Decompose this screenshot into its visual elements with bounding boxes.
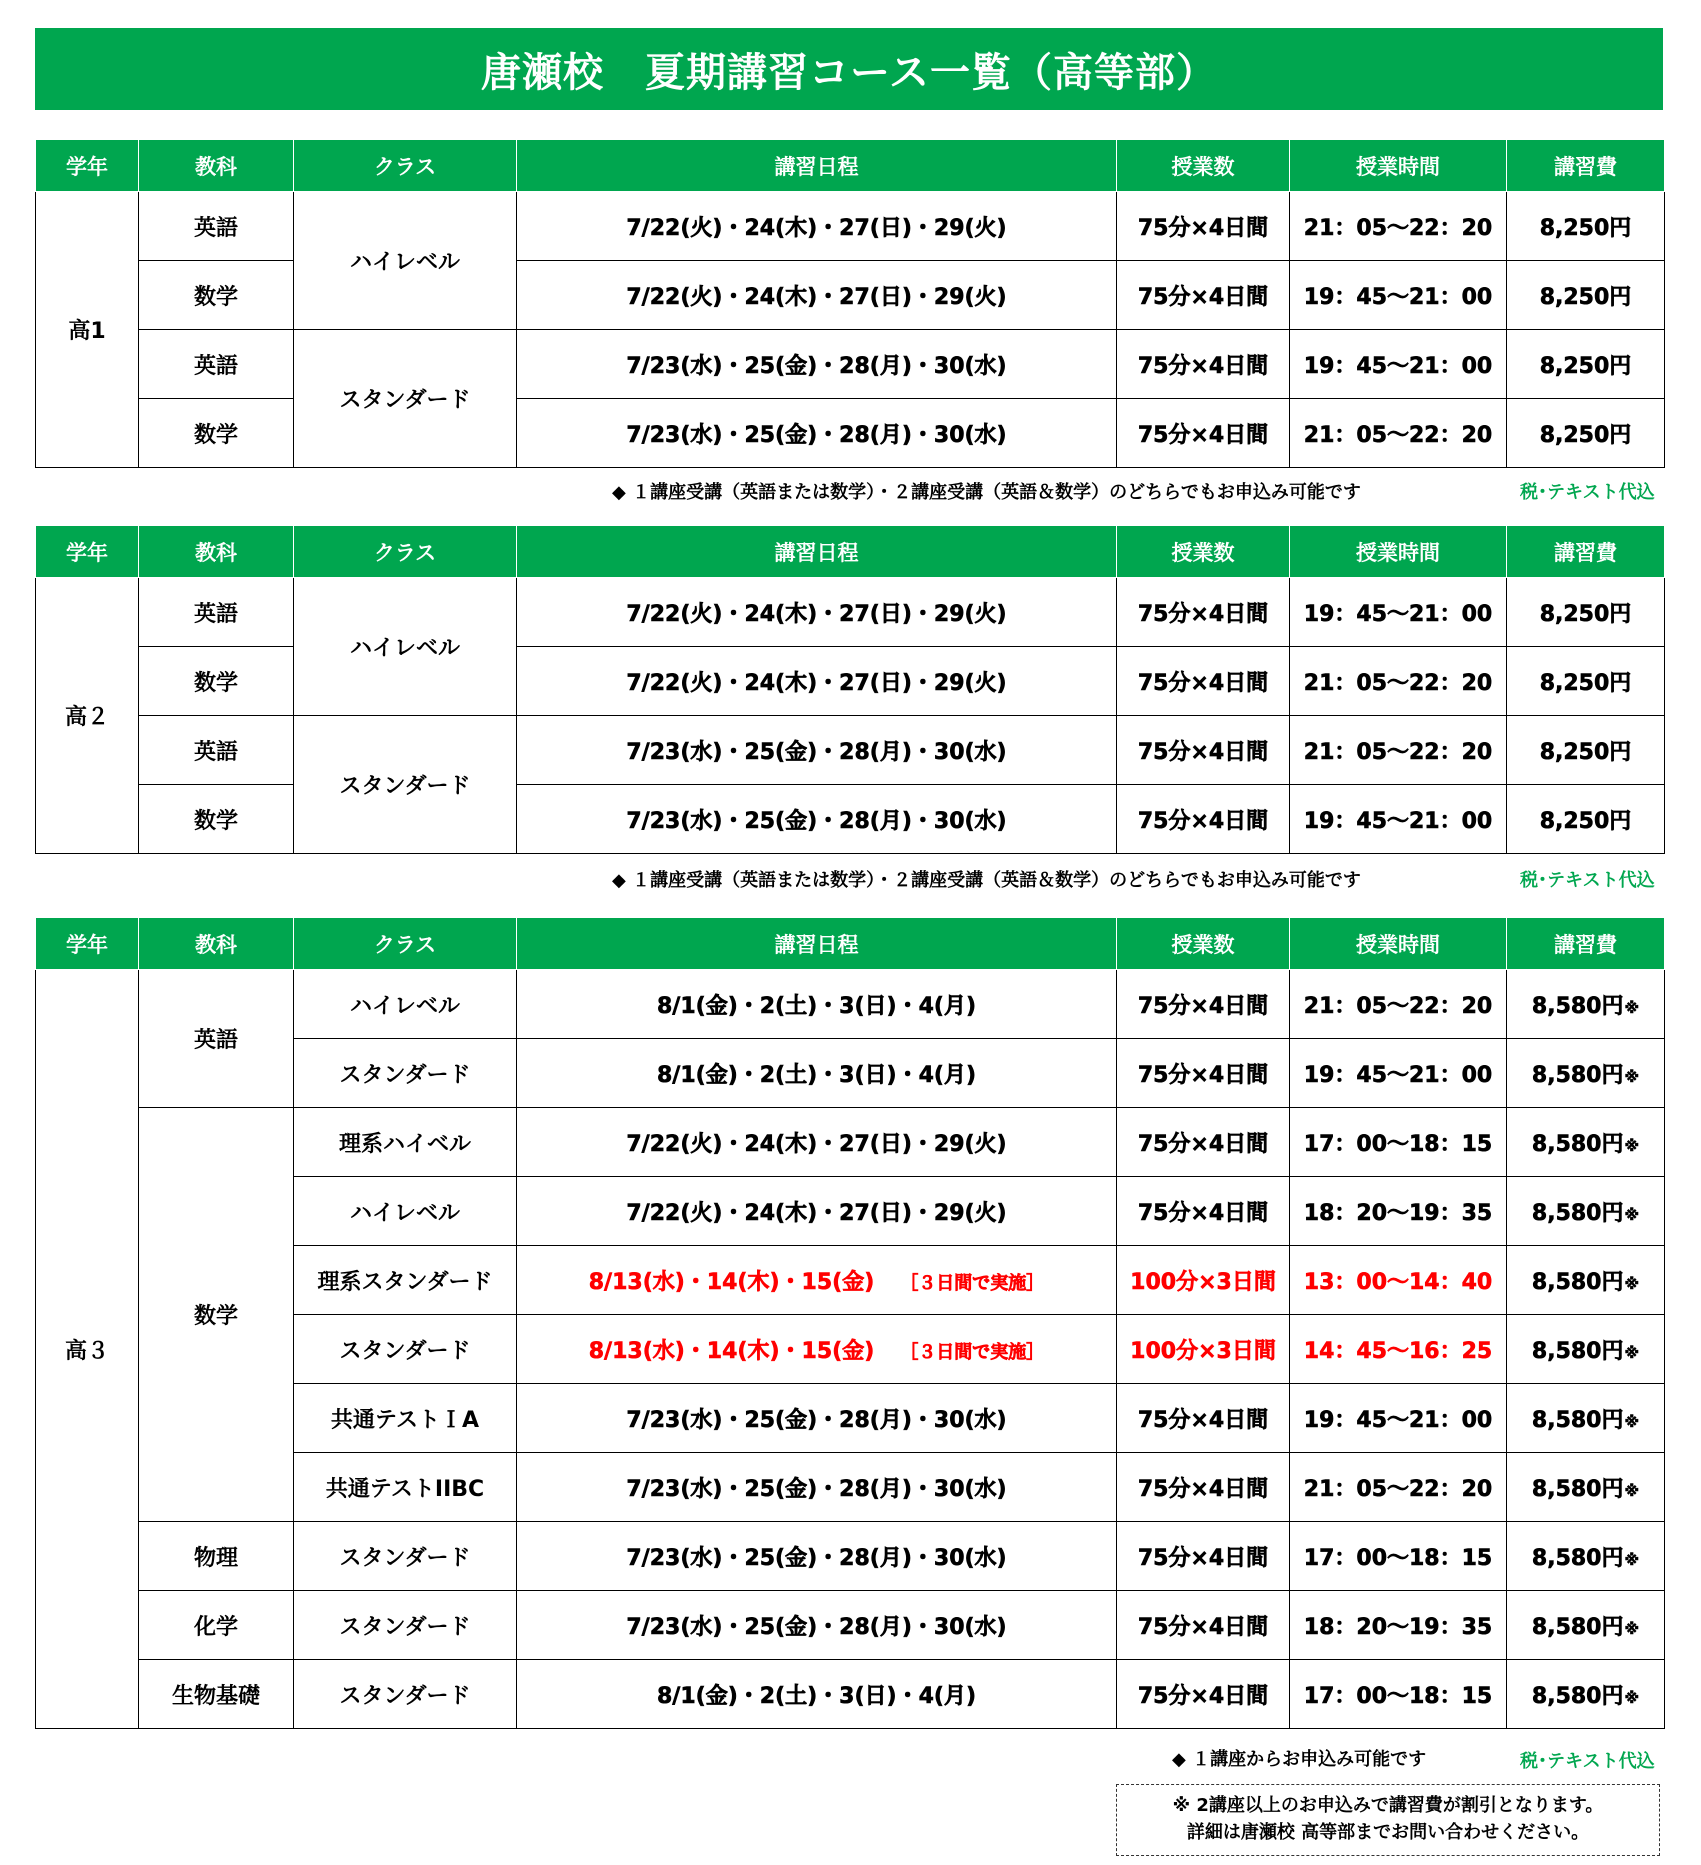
lesson-count-cell: 75分×4日間 xyxy=(1117,1384,1290,1453)
lesson-time-cell: 19：45～21：00 xyxy=(1290,578,1507,647)
header-lesson-time: 授業時間 xyxy=(1290,526,1507,578)
fee-cell: 8,250円 xyxy=(1507,192,1665,261)
fee-cell: 8,250円 xyxy=(1507,785,1665,854)
subject-cell: 英語 xyxy=(139,330,294,399)
lesson-time-cell: 19：45～21：00 xyxy=(1290,261,1507,330)
fee-value: 8,580円 xyxy=(1531,1131,1624,1157)
footnote-mark: ※ xyxy=(1624,1343,1640,1362)
footnote-mark: ※ xyxy=(1624,1688,1640,1707)
lesson-count-cell: 75分×4日間 xyxy=(1117,647,1290,716)
header-lesson-count: 授業数 xyxy=(1117,526,1290,578)
lesson-count-cell: 75分×4日間 xyxy=(1117,1039,1290,1108)
class-cell: スタンダード xyxy=(294,1522,517,1591)
class-cell: スタンダード xyxy=(294,1591,517,1660)
fee-value: 8,580円 xyxy=(1531,1545,1624,1571)
fee-cell xyxy=(1507,970,1665,1039)
header-class: クラス xyxy=(294,140,517,192)
fee-cell xyxy=(1507,1384,1665,1453)
header-lesson-time: 授業時間 xyxy=(1290,918,1507,970)
fee-value: 8,580円 xyxy=(1531,1269,1624,1295)
header-grade: 学年 xyxy=(36,526,139,578)
schedule-cell: 7/22(火)・24(木)・27(日)・29(火) xyxy=(517,578,1117,647)
grade-cell: 高２ xyxy=(36,578,139,854)
class-cell: スタンダード xyxy=(294,1315,517,1384)
tax-note-grade1: 税･テキスト代込 xyxy=(1520,482,1655,503)
schedule-cell: 7/23(水)・25(金)・28(月)・30(水) xyxy=(517,785,1117,854)
table-row xyxy=(36,261,1665,330)
subject-cell: 英語 xyxy=(139,970,294,1108)
lesson-count-cell: 75分×4日間 xyxy=(1117,399,1290,468)
schedule-cell: 7/23(水)・25(金)・28(月)・30(水) xyxy=(517,1522,1117,1591)
header-lesson-time: 授業時間 xyxy=(1290,140,1507,192)
header-schedule: 講習日程 xyxy=(517,140,1117,192)
fee-cell xyxy=(1507,1177,1665,1246)
class-cell: 共通テストIIBC xyxy=(294,1453,517,1522)
fee-value: 8,580円 xyxy=(1531,993,1624,1019)
schedule-cell: 7/22(火)・24(木)・27(日)・29(火) xyxy=(517,647,1117,716)
header-subject: 教科 xyxy=(139,140,294,192)
header-schedule: 講習日程 xyxy=(517,526,1117,578)
header-lesson-count: 授業数 xyxy=(1117,140,1290,192)
fee-value: 8,580円 xyxy=(1531,1062,1624,1088)
footnote-mark: ※ xyxy=(1624,1481,1640,1500)
class-cell: スタンダード xyxy=(294,1660,517,1729)
footnote-line-1: ※ 2講座以上のお申込みで講習費が割引となります。 xyxy=(1172,1795,1604,1816)
fee-value: 8,580円 xyxy=(1531,1683,1624,1709)
footnote-mark: ※ xyxy=(1624,1550,1640,1569)
class-cell: ハイレベル xyxy=(294,578,517,716)
lesson-count-cell: 75分×4日間 xyxy=(1117,1522,1290,1591)
lesson-time-cell: 13：00～14：40 xyxy=(1290,1246,1507,1315)
subject-cell: 英語 xyxy=(139,716,294,785)
schedule-cell: 8/1(金)・2(土)・3(日)・4(月) xyxy=(517,1039,1117,1108)
lesson-count-cell: 75分×4日間 xyxy=(1117,330,1290,399)
fee-cell: 8,250円 xyxy=(1507,578,1665,647)
header-fee: 講習費 xyxy=(1507,918,1665,970)
schedule-cell: 7/23(水)・25(金)・28(月)・30(水) xyxy=(517,1453,1117,1522)
header-grade: 学年 xyxy=(36,918,139,970)
schedule-cell: 7/22(火)・24(木)・27(日)・29(火) xyxy=(517,1108,1117,1177)
schedule-cell xyxy=(517,1315,1117,1384)
lesson-time-cell: 21：05～22：20 xyxy=(1290,970,1507,1039)
fee-cell xyxy=(1507,1591,1665,1660)
class-cell: 理系スタンダード xyxy=(294,1246,517,1315)
schedule-note: ［３日間で実施］ xyxy=(900,1341,1045,1363)
lesson-count-cell: 75分×4日間 xyxy=(1117,1453,1290,1522)
table-row xyxy=(36,647,1665,716)
header-class: クラス xyxy=(294,918,517,970)
class-cell: 共通テストＩA xyxy=(294,1384,517,1453)
schedule-cell: 7/23(水)・25(金)・28(月)・30(水) xyxy=(517,1591,1117,1660)
class-cell: ハイレベル xyxy=(294,1177,517,1246)
course-table-grade3 xyxy=(35,917,1665,1729)
schedule-cell: 7/23(水)・25(金)・28(月)・30(水) xyxy=(517,1384,1117,1453)
schedule-cell: 7/23(水)・25(金)・28(月)・30(水) xyxy=(517,399,1117,468)
subject-cell: 数学 xyxy=(139,1108,294,1522)
grade-cell: 高３ xyxy=(36,970,139,1729)
footnote-mark: ※ xyxy=(1624,998,1640,1017)
schedule-cell: 8/1(金)・2(土)・3(日)・4(月) xyxy=(517,970,1117,1039)
footnote-line-2: 詳細は唐瀬校 高等部までお問い合わせください。 xyxy=(1186,1822,1590,1843)
class-cell: スタンダード xyxy=(294,330,517,468)
tax-note-grade3: 税･テキスト代込 xyxy=(1520,1751,1655,1772)
schedule-note: ［３日間で実施］ xyxy=(900,1272,1045,1294)
lesson-time-cell: 17：00～18：15 xyxy=(1290,1660,1507,1729)
lesson-count-cell: 75分×4日間 xyxy=(1117,785,1290,854)
lesson-time-cell: 21：05～22：20 xyxy=(1290,192,1507,261)
lesson-count-cell: 75分×4日間 xyxy=(1117,1177,1290,1246)
schedule-value: 8/13(水)・14(木)・15(金) xyxy=(588,1269,875,1295)
lesson-time-cell: 21：05～22：20 xyxy=(1290,1453,1507,1522)
course-table-grade2 xyxy=(35,525,1665,854)
tax-note-grade2: 税･テキスト代込 xyxy=(1520,870,1655,891)
fee-value: 8,580円 xyxy=(1531,1338,1624,1364)
fee-cell xyxy=(1507,1315,1665,1384)
lesson-time-cell: 17：00～18：15 xyxy=(1290,1108,1507,1177)
note-grade2: ◆ １講座受講（英語または数学）・２講座受講（英語＆数学）のどちらでもお申込み可能です xyxy=(612,870,1361,891)
header-lesson-count: 授業数 xyxy=(1117,918,1290,970)
fee-value: 8,580円 xyxy=(1531,1200,1624,1226)
schedule-cell: 7/22(火)・24(木)・27(日)・29(火) xyxy=(517,192,1117,261)
header-subject: 教科 xyxy=(139,918,294,970)
page-title: 唐瀬校 夏期講習コース一覧（高等部） xyxy=(35,28,1663,110)
subject-cell: 英語 xyxy=(139,192,294,261)
subject-cell: 数学 xyxy=(139,785,294,854)
table-row xyxy=(36,785,1665,854)
lesson-time-cell: 19：45～21：00 xyxy=(1290,330,1507,399)
lesson-time-cell: 21：05～22：20 xyxy=(1290,647,1507,716)
header-grade: 学年 xyxy=(36,140,139,192)
lesson-count-cell: 75分×4日間 xyxy=(1117,192,1290,261)
fee-cell xyxy=(1507,1453,1665,1522)
lesson-count-cell: 75分×4日間 xyxy=(1117,1591,1290,1660)
table-row xyxy=(36,330,1665,399)
lesson-time-cell: 19：45～21：00 xyxy=(1290,1039,1507,1108)
schedule-cell: 7/22(火)・24(木)・27(日)・29(火) xyxy=(517,261,1117,330)
header-fee: 講習費 xyxy=(1507,526,1665,578)
header-subject: 教科 xyxy=(139,526,294,578)
schedule-value: 8/13(水)・14(木)・15(金) xyxy=(588,1338,875,1364)
schedule-cell: 7/23(水)・25(金)・28(月)・30(水) xyxy=(517,330,1117,399)
note-grade1: ◆ １講座受講（英語または数学）・２講座受講（英語＆数学）のどちらでもお申込み可能です xyxy=(612,482,1361,503)
footnote-mark: ※ xyxy=(1624,1274,1640,1293)
fee-cell: 8,250円 xyxy=(1507,399,1665,468)
course-table-grade1 xyxy=(35,139,1665,468)
lesson-time-cell: 18：20～19：35 xyxy=(1290,1177,1507,1246)
subject-cell: 数学 xyxy=(139,399,294,468)
header-class: クラス xyxy=(294,526,517,578)
lesson-time-cell: 19：45～21：00 xyxy=(1290,1384,1507,1453)
table-row xyxy=(36,192,1665,261)
subject-cell: 物理 xyxy=(139,1522,294,1591)
fee-cell xyxy=(1507,1522,1665,1591)
table-row xyxy=(36,1660,1665,1729)
footnote-mark: ※ xyxy=(1624,1619,1640,1638)
table-row xyxy=(36,1591,1665,1660)
footnote-mark: ※ xyxy=(1624,1136,1640,1155)
fee-cell: 8,250円 xyxy=(1507,330,1665,399)
schedule-cell xyxy=(517,1246,1117,1315)
class-cell: スタンダード xyxy=(294,716,517,854)
table-header-row xyxy=(36,526,1665,578)
subject-cell: 生物基礎 xyxy=(139,1660,294,1729)
subject-cell: 英語 xyxy=(139,578,294,647)
fee-cell: 8,250円 xyxy=(1507,716,1665,785)
fee-cell: 8,250円 xyxy=(1507,647,1665,716)
header-schedule: 講習日程 xyxy=(517,918,1117,970)
schedule-cell: 7/22(火)・24(木)・27(日)・29(火) xyxy=(517,1177,1117,1246)
lesson-count-cell: 75分×4日間 xyxy=(1117,578,1290,647)
schedule-cell: 7/23(水)・25(金)・28(月)・30(水) xyxy=(517,716,1117,785)
class-cell: 理系ハイベル xyxy=(294,1108,517,1177)
class-cell: ハイレベル xyxy=(294,192,517,330)
note-grade3: ◆ １講座からお申込み可能です xyxy=(1172,1749,1427,1770)
table-row xyxy=(36,716,1665,785)
lesson-time-cell: 17：00～18：15 xyxy=(1290,1522,1507,1591)
table-row xyxy=(36,970,1665,1039)
discount-footnote-box xyxy=(1116,1784,1660,1856)
table-row xyxy=(36,578,1665,647)
lesson-time-cell: 21：05～22：20 xyxy=(1290,399,1507,468)
lesson-time-cell: 18：20～19：35 xyxy=(1290,1591,1507,1660)
table-row xyxy=(36,399,1665,468)
table-header-row xyxy=(36,918,1665,970)
table-header-row xyxy=(36,140,1665,192)
subject-cell: 数学 xyxy=(139,261,294,330)
fee-cell xyxy=(1507,1246,1665,1315)
table-row xyxy=(36,1522,1665,1591)
lesson-count-cell: 75分×4日間 xyxy=(1117,970,1290,1039)
fee-cell xyxy=(1507,1108,1665,1177)
class-cell: スタンダード xyxy=(294,1039,517,1108)
footnote-mark: ※ xyxy=(1624,1412,1640,1431)
grade-cell: 高1 xyxy=(36,192,139,468)
lesson-count-cell: 75分×4日間 xyxy=(1117,261,1290,330)
lesson-time-cell: 21：05～22：20 xyxy=(1290,716,1507,785)
fee-value: 8,580円 xyxy=(1531,1614,1624,1640)
class-cell: ハイレベル xyxy=(294,970,517,1039)
footnote-mark: ※ xyxy=(1624,1205,1640,1224)
subject-cell: 数学 xyxy=(139,647,294,716)
lesson-count-cell: 75分×4日間 xyxy=(1117,1108,1290,1177)
fee-value: 8,580円 xyxy=(1531,1476,1624,1502)
header-fee: 講習費 xyxy=(1507,140,1665,192)
fee-cell: 8,250円 xyxy=(1507,261,1665,330)
schedule-cell: 8/1(金)・2(土)・3(日)・4(月) xyxy=(517,1660,1117,1729)
table-row xyxy=(36,1108,1665,1177)
fee-value: 8,580円 xyxy=(1531,1407,1624,1433)
lesson-count-cell: 100分×3日間 xyxy=(1117,1246,1290,1315)
subject-cell: 化学 xyxy=(139,1591,294,1660)
lesson-time-cell: 14：45～16：25 xyxy=(1290,1315,1507,1384)
lesson-count-cell: 75分×4日間 xyxy=(1117,1660,1290,1729)
lesson-time-cell: 19：45～21：00 xyxy=(1290,785,1507,854)
fee-cell xyxy=(1507,1039,1665,1108)
fee-cell xyxy=(1507,1660,1665,1729)
footnote-mark: ※ xyxy=(1624,1067,1640,1086)
lesson-count-cell: 100分×3日間 xyxy=(1117,1315,1290,1384)
lesson-count-cell: 75分×4日間 xyxy=(1117,716,1290,785)
